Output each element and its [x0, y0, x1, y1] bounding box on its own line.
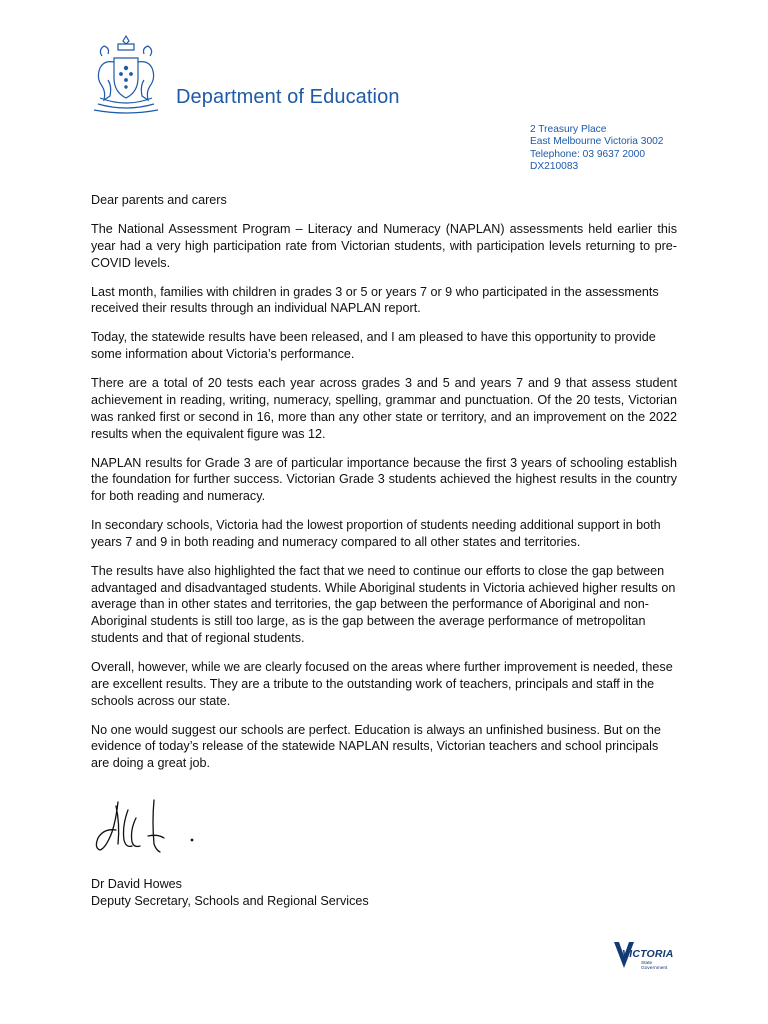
- paragraph: Overall, however, while we are clearly focused on the areas where further improvement is needed, these are excellent results. They are a tribute to the outstanding work of teachers, principals and staff in the schools across our state.: [91, 660, 673, 708]
- address-line: DX210083: [530, 160, 579, 172]
- state-government-label: [641, 961, 667, 971]
- paragraph: No one would suggest our schools are perfect. Education is always an unfinished business. But on the evidence of today’s release of the statewide NAPLAN results, Victorian teachers and school principals are doing a great job.: [91, 722, 661, 771]
- paragraph: The National Assessment Program – Literacy and Numeracy (NAPLAN) assessments held earlier this year had a very high participation rate from Victorian students, with participation levels returning to pre-COVID levels.: [91, 221, 677, 270]
- logo-subtext: State: [641, 961, 653, 966]
- signer-name: Dr David Howes: [91, 877, 182, 891]
- signer-title: Deputy Secretary, Schools and Regional Services: [91, 894, 369, 908]
- paragraph: Last month, families with children in grades 3 or 5 or years 7 or 9 who participated in the assessments received their results through an individual NAPLAN report.: [91, 284, 659, 316]
- signer-block: [91, 876, 369, 910]
- paragraph: In secondary schools, Victoria had the lowest proportion of students needing additional support in both years 7 and 9 in both reading and numeracy compared to all other states and territories.: [91, 518, 661, 549]
- sender-address: [530, 124, 663, 173]
- paragraph: There are a total of 20 tests each year across grades 3 and 5 and years 7 and 9 that assess student achievement in reading, writing, numeracy, spelling, grammar and punctuation. Of the 20 tests, Victorian was ranked first or second in 16, more than any other state or territory, and an improvement on the 2022 results when the equivalent figure was 12.: [91, 376, 677, 441]
- letter-body: [91, 192, 677, 784]
- address-line: 2 Treasury Place: [530, 124, 607, 135]
- signature-icon: [92, 796, 202, 860]
- paragraph: NAPLAN results for Grade 3 are of particular importance because the first 3 years of schooling establish the foundation for further success. Victorian Grade 3 students achieved the highest results in the country for both reading and numeracy.: [91, 455, 677, 504]
- paragraph: Today, the statewide results have been released, and I am pleased to have this opportunity to provide some information about Victoria’s performance.: [91, 330, 656, 362]
- address-line: Telephone: 03 9637 2000: [530, 148, 645, 160]
- address-line: East Melbourne Victoria 3002: [530, 136, 664, 148]
- coat-of-arms-icon: [88, 32, 164, 114]
- victoria-wordmark: VICTORIA: [622, 948, 674, 960]
- paragraph: The results have also highlighted the fact that we need to continue our efforts to close the gap between advantaged and disadvantaged students. While Aboriginal students in Victoria achieved higher results on average than in other states and territories, the gap between the performance of Aboriginal and non-Aboriginal students is still too large, as is the gap between the average performance of metropolitan students and that of regional students.: [91, 563, 676, 646]
- salutation: Dear parents and carers: [91, 193, 227, 207]
- department-name: Department of Education: [176, 86, 400, 108]
- logo-subtext: Government: [641, 966, 668, 972]
